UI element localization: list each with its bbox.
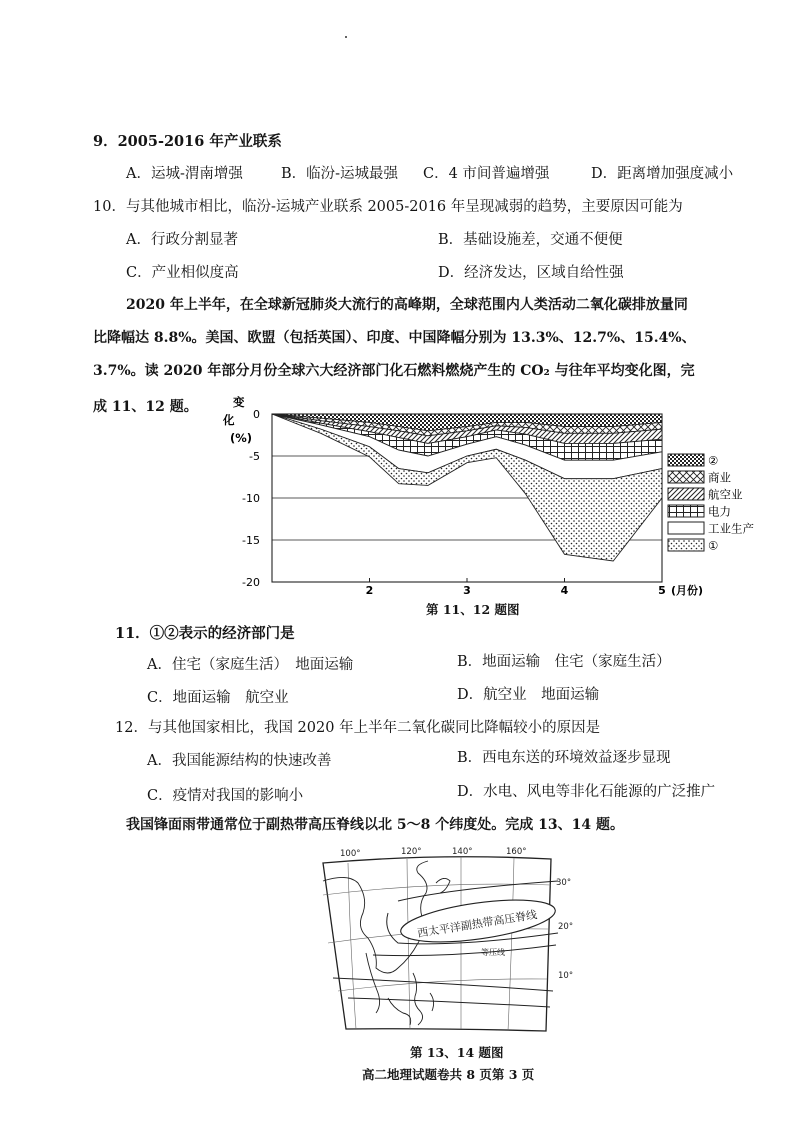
q10-option-b: B．基础设施差，交通不便便 (438, 232, 623, 248)
y-axis-label: 变 (233, 395, 245, 409)
y-tick-label: -15 (242, 534, 260, 547)
y-axis-label: 化 (223, 413, 235, 427)
legend-swatch-① (668, 539, 704, 551)
q12-option-b: B．西电东送的环境效益逐步显现 (457, 750, 671, 766)
q9-option-c: C．4 市间普遍增强 (423, 166, 550, 182)
legend-label: 电力 (708, 504, 731, 519)
x-tick-label: 2 (365, 584, 374, 597)
intro-line-4: 成 11、12 题。 (93, 399, 198, 415)
legend-label: 商业 (708, 470, 731, 485)
ridge-label: 西太平洋副热带高压脊线 (416, 908, 538, 940)
map-coastline (388, 998, 411, 1025)
legend-label: ① (708, 538, 719, 553)
page-footer: 高二地理试题卷共 8 页第 3 页 (362, 1067, 535, 1082)
y-axis-label: (%) (230, 431, 253, 445)
y-tick-label: 0 (253, 408, 260, 421)
q11-option-a: A．住宅（家庭生活） 地面运输 (147, 657, 354, 673)
y-tick-label: -20 (242, 576, 260, 589)
legend-swatch-商业 (668, 471, 704, 483)
intro-line-1: 2020 年上半年，在全球新冠肺炎大流行的高峰期，全球范围内人类活动二氧化碳排放量同 (126, 297, 688, 313)
q9-option-a: A．运城-渭南增强 (126, 166, 243, 182)
isobar-line (333, 978, 553, 991)
q11-stem: 11．①②表示的经济部门是 (115, 625, 295, 642)
x-tick-label: 5 (658, 584, 666, 597)
q11-option-d: D．航空业 地面运输 (457, 687, 600, 703)
intro-13-14: 我国锋面雨带通常位于副热带高压脊线以北 5～8 个纬度处。完成 13、14 题。 (126, 817, 624, 833)
map-parallel (338, 979, 547, 991)
q12-option-c: C．疫情对我国的影响小 (147, 788, 304, 804)
isobar-label: 等压线 (481, 948, 505, 957)
x-tick-label: 4 (560, 584, 569, 597)
map-coastline (323, 861, 428, 973)
map-lat-label: 10° (558, 971, 574, 981)
legend-swatch-工业生产 (668, 522, 704, 534)
intro-line-2: 比降幅达 8.8%。美国、欧盟（包括英国）、印度、中国降幅分别为 13.3%、12.7%、15.4%、 (93, 330, 696, 346)
isobar-line (348, 998, 550, 1007)
isobar-line (373, 945, 556, 956)
q11-option-c: C．地面运输 航空业 (147, 690, 289, 706)
legend-swatch-航空业 (668, 488, 704, 500)
q10-stem: 10．与其他城市相比，临汾-运城产业联系 2005-2016 年呈现减弱的趋势，主要原因可能为 (93, 199, 683, 215)
q10-option-a: A．行政分割显著 (126, 232, 238, 248)
legend-swatch-② (668, 454, 704, 466)
q11-option-b: B．地面运输 住宅（家庭生活） (457, 654, 671, 670)
q10-option-c: C．产业相似度高 (126, 265, 239, 281)
q12-option-a: A．我国能源结构的快速改善 (147, 753, 332, 769)
q10-option-d: D．经济发达，区域自给性强 (438, 265, 624, 281)
legend-label: 工业生产 (708, 521, 754, 536)
y-tick-label: -5 (249, 450, 260, 463)
q12-stem: 12．与其他国家相比，我国 2020 年上半年二氧化碳同比降幅较小的原因是 (115, 720, 601, 736)
legend-label: ② (708, 453, 719, 468)
legend-swatch-电力 (668, 505, 704, 517)
map-lat-label: 30° (556, 878, 572, 888)
intro-line-3: 3.7%。读 2020 年部分月份全球六大经济部门化石燃料燃烧产生的 CO₂ 与往年平均变化图，完 (93, 363, 695, 379)
map-meridian (348, 863, 356, 1029)
map-lon-label: 160° (506, 847, 527, 857)
map-coastline (430, 993, 434, 1011)
y-tick-label: -10 (242, 492, 260, 505)
q9-option-b: B．临汾-运城最强 (281, 166, 399, 182)
x-axis-label: (月份) (671, 584, 704, 597)
map-lon-label: 120° (401, 847, 422, 857)
map-coastline (366, 953, 380, 1013)
map-lon-label: 140° (452, 847, 473, 857)
map-coastline (413, 973, 423, 1025)
co2-change-chart (200, 392, 780, 602)
map-caption: 第 13、14 题图 (410, 1045, 504, 1060)
chart-caption: 第 11、12 题图 (426, 602, 520, 617)
q9-stem: 9．2005-2016 年产业联系 (93, 133, 282, 150)
x-tick-label: 3 (463, 584, 471, 597)
q12-option-d: D．水电、风电等非化石能源的广泛推广 (457, 784, 716, 800)
scan-speck (345, 36, 347, 38)
legend-label: 航空业 (708, 487, 743, 502)
q9-option-d: D．距离增加强度减小 (591, 166, 734, 182)
map-lat-label: 20° (558, 922, 574, 932)
subtropical-high-map (318, 843, 578, 1038)
map-lon-label: 100° (340, 849, 361, 859)
